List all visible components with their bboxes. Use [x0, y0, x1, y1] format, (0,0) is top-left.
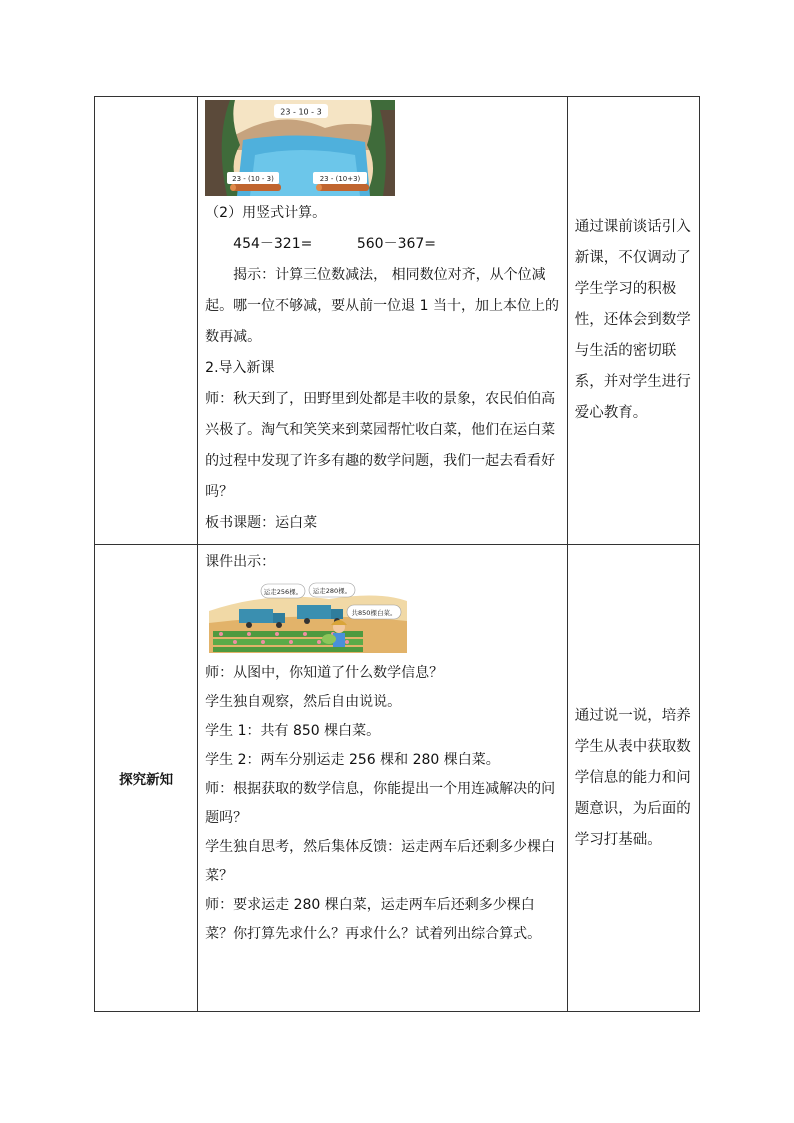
- design-note: 通过说一说，培养学生从表中获取数学信息的能力和问题意识，为后面的学习打基础。: [567, 545, 699, 1012]
- board-title: 板书课题：运白菜: [205, 515, 318, 531]
- design-note: 通过课前谈话引入新课，不仅调动了学生学习的积极性，还体会到数学与生活的密切联系，并对学生进行爱心教育。: [567, 97, 699, 545]
- figure-right-expression: 23 - (10+3): [319, 175, 361, 183]
- student-answer-1: 学生 1：共有 850 棵白菜。: [205, 723, 381, 739]
- student-answer-2: 学生 2：两车分别运走 256 棵和 280 棵白菜。: [205, 752, 500, 768]
- courseware-label: 课件出示：: [205, 554, 276, 570]
- stage-label: [95, 97, 198, 545]
- bubble-1: 运走256棵。: [263, 588, 303, 596]
- student-activity-1: 学生独自观察，然后自由说说。: [205, 694, 402, 710]
- cabbage-trucks-illustration: [209, 581, 407, 653]
- teaching-content: [198, 97, 568, 545]
- table-row: [95, 545, 700, 1012]
- teacher-question-3: 师：要求运走 280 棵白菜，运走两车后还剩多少棵白菜？你打算先求什么？再求什么？试着列出综合算式。: [205, 897, 542, 942]
- stage-label: 探究新知: [95, 545, 198, 1012]
- table-row: [95, 97, 700, 545]
- step-2-heading: （2）用竖式计算。: [205, 205, 327, 221]
- figure-left-expression: 23 - (10 - 3): [232, 175, 274, 183]
- vertical-calculations: [205, 229, 561, 260]
- teacher-question-2: 师：根据获取的数学信息，你能提出一个用连减解决的问题吗？: [205, 781, 556, 826]
- lesson-plan-table: [94, 96, 700, 1012]
- teacher-question-1: 师：从图中，你知道了什么数学信息？: [205, 665, 444, 681]
- calc-2: 560－367=: [356, 236, 437, 252]
- student-activity-2: 学生独自思考，然后集体反馈：运走两车后还剩多少棵白菜？: [205, 839, 556, 884]
- teacher-intro: 师：秋天到了，田野里到处都是丰收的景象，农民伯伯高兴极了。淘气和笑笑来到菜园帮忙收白菜，他们在运白菜的过程中发现了许多有趣的数学问题，我们一起去看看好吗？: [205, 391, 556, 500]
- reveal-text: 揭示：计算三位数减法， 相同数位对齐，从个位减起。哪一位不够减，要从前一位退 1 当十，加上本位上的数再减。: [205, 267, 559, 345]
- section-heading: 2.导入新课: [205, 360, 275, 376]
- bubble-3: 共850棵白菜。: [351, 609, 397, 617]
- teaching-content: [198, 545, 568, 1012]
- figure-top-expression: 23 - 10 - 3: [280, 107, 322, 117]
- bubble-2: 运走280棵。: [312, 587, 352, 595]
- lake-logs-illustration: [205, 100, 395, 196]
- calc-1: 454－321=: [233, 236, 313, 252]
